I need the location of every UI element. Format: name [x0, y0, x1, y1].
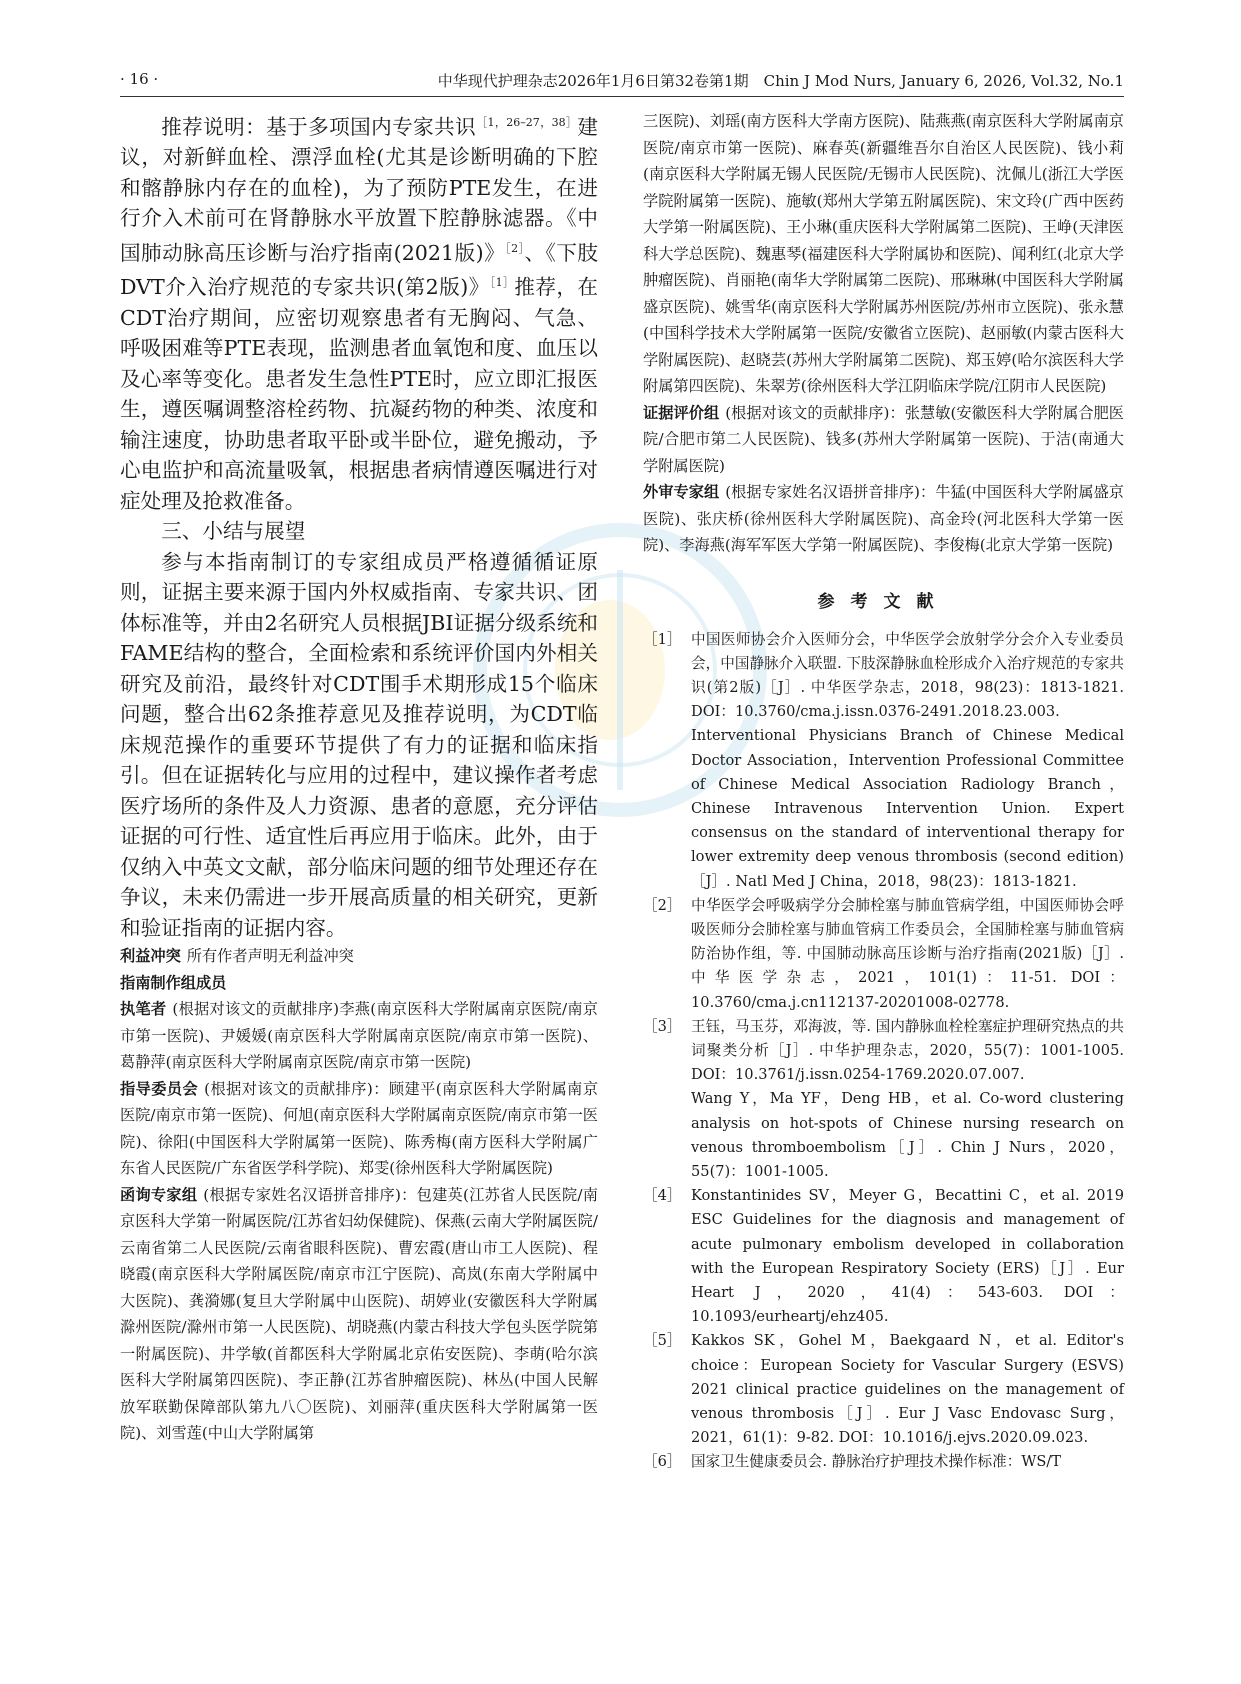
reference-text: [691, 628, 1124, 894]
running-header: [120, 66, 1124, 97]
references-heading: 参考文献: [817, 591, 950, 612]
right-column: [643, 108, 1124, 1475]
summary-paragraph: 参与本指南制订的专家组成员严格遵循循证原则，证据主要来源于国内外权威指南、专家共识、团体标准等，并由2名研究人员根据JBI证据分级系统和FAME结构的整合，全面检索和系统评价国内外相关研究及前沿，最终针对CDT围手术期形成15个临床问题，整合出62条推荐意见及推荐说明，为CDT临床规范操作的重要环节提供了有力的证据和临床指引。但在证据转化与应用的过程中，建议操作者考虑医疗场所的条件及人力资源、患者的意愿，充分评估证据的可行性、适宜性后再应用于临床。此外，由于仅纳入中英文文献，部分临床问题的细节处理还存在争议，未来仍需进一步开展高质量的相关研究，更新和验证指南的证据内容。: [120, 549, 598, 940]
reference-text: [691, 1329, 1124, 1450]
reference-text: [691, 1450, 1124, 1474]
reference-text: [691, 1015, 1124, 1184]
reference-number: ［6］: [643, 1453, 682, 1471]
reference-number: ［5］: [643, 1332, 682, 1350]
reference-text: [691, 894, 1124, 1015]
steering-committee: 指导委员会 (根据对该文的贡献排序)：顾建平(南京医科大学附属南京医院/南京市第一医院)、何旭(南京医科大学附属南京医院/南京市第一医院)、徐阳(中国医科大学附属第一医院)、陈秀梅(南方医科大学附属广东省人民医院/广东省医学科学院)、郑雯(徐州医科大学附属医院): [120, 1079, 599, 1178]
reference-number: ［3］: [643, 1017, 682, 1035]
reference-item: [643, 894, 1124, 1015]
evidence-group: 证据评价组 (根据对该文的贡献排序)：张慧敏(安徽医科大学附属合肥医院/合肥市第二人民医院)、钱多(苏州大学附属第一医院)、于洁(南通大学附属医院): [643, 403, 1124, 475]
left-column: [120, 108, 598, 1447]
reference-number: ［1］: [643, 630, 682, 648]
citation[interactable]: ［2］: [505, 241, 525, 255]
page-number: · 16 ·: [120, 70, 159, 88]
executors: 执笔者 (根据对该文的贡献排序)李燕(南京医科大学附属南京医院/南京市第一医院)、尹媛媛(南京医科大学附属南京医院/南京市第一医院)、葛静萍(南京医科大学附属南京医院/南京市第一医院): [120, 1000, 598, 1072]
reference-item: [643, 1329, 1124, 1450]
reference-item: [643, 628, 1124, 894]
reference-paragraph: Interventional Physicians Branch of Chinese Medical Doctor Association，Intervention Professional Committee of Chinese Medical Association Radiology Branch，Chinese Intravenous Intervention Union. Expert consensus on the standard of interventional therapy for lower extremity deep venous thrombosis (second edition)［J］. Natl Med J China，2018，98(23)：1813-1821.: [691, 727, 1124, 890]
reference-paragraph: 中华医学会呼吸病学分会肺栓塞与肺血管病学组，中国医师协会呼吸医师分会肺栓塞与肺血管病工作委员会，全国肺栓塞与肺血管病防治协作组，等. 中国肺动脉高压诊断与治疗指南(2021版)［J］. 中华医学杂志，2021，101(1)：11-51. DOI：10.3760/cma.j.cn112137-20201008-02778.: [691, 896, 1124, 1011]
reference-number: ［4］: [643, 1187, 682, 1205]
reference-paragraph: Kakkos SK，Gohel M，Baekgaard N，et al. Editor's choice：European Society for Vascular Surgery (ESVS) 2021 clinical practice guidelines on the management of venous thrombosis［J］. Eur J Vasc Endovasc Surg，2021，61(1)：9-82. DOI：10.1016/j.ejvs.2020.09.023.: [691, 1332, 1124, 1447]
reference-list: [643, 628, 1124, 1475]
reference-text: [691, 1184, 1124, 1329]
reference-number: ［2］: [643, 896, 682, 914]
citation[interactable]: ［1］: [489, 276, 515, 290]
recommendation-paragraph: 推荐说明：基于多项国内专家共识$^{[1,26-27,38]}$建议，对新鲜血栓、漂浮血栓(尤其是诊断明确的下腔和髂静脉内存在的血栓)，为了预防PTE发生，在进行介入术前可在肾静脉水平放置下腔静脉滤器。《中国肺动脉高压诊断与治疗指南(2021版)》$^{[2]}$、《下肢DVT介入治疗规范的专家共识(第2版)》$^{[1]}$推荐，在CDT治疗期间，应密切观察患者有无胸闷、气急、呼吸困难等PTE表现，监测患者血氧饱和度、血压以及心率等变化。患者发生急性PTE时，应立即汇报医生，遵医嘱调整溶栓药物、抗凝药物的种类、浓度和输注速度，协助患者取平卧或半卧位，避免搬动，予心电监护和高流量吸氧，根据患者病情遵医嘱进行对症处理及抢救准备。: [120, 114, 598, 513]
reference-paragraph: Wang Y，Ma YF，Deng HB，et al. Co-word clustering analysis on hot-spots of Chinese nursing research on venous thromboembolism［J］. Chin J Nurs，2020，55(7)：1001-1005.: [691, 1090, 1124, 1180]
reference-paragraph: 国家卫生健康委员会. 静脉治疗护理技术操作标准：WS/T: [691, 1453, 1061, 1471]
members-heading: 指南制作组成员: [120, 973, 227, 992]
reference-paragraph: 王钰，马玉芬，邓海波，等. 国内静脉血栓栓塞症护理研究热点的共词聚类分析［J］. 中华护理杂志，2020，55(7)：1001-1005. DOI：10.3761/j.issn.0254-1769.2020.07.007.: [691, 1017, 1124, 1084]
consultation-experts-continued: 三医院)、刘瑶(南方医科大学南方医院)、陆燕燕(南京医科大学附属南京医院/南京市第一医院)、麻春英(新疆维吾尔自治区人民医院)、钱小莉(南京医科大学附属无锡人民医院/无锡市人民医院)、沈佩儿(浙江大学医学院附属第一医院)、施敏(郑州大学第五附属医院)、宋文玲(广西中医药大学第一附属医院)、王小琳(重庆医科大学附属第二医院)、王峥(天津医科大学总医院)、魏惠琴(福建医科大学附属协和医院)、闻利红(北京大学肿瘤医院)、肖丽艳(南华大学附属第二医院)、邢琳琳(中国医科大学附属盛京医院)、姚雪华(南京医科大学附属苏州医院/苏州市立医院)、张永慧(中国科学技术大学附属第一医院/安徽省立医院)、赵丽敏(内蒙古医科大学附属医院)、赵晓芸(苏州大学附属第二医院)、郑玉婷(哈尔滨医科大学附属第四医院)、朱翠芳(徐州医科大学江阴临床学院/江阴市人民医院): [643, 112, 1124, 395]
conflict-statement: 利益冲突 所有作者声明无利益冲突: [120, 947, 354, 966]
consultation-experts: 函询专家组 (根据专家姓名汉语拼音排序)：包建英(江苏省人民医院/南京医科大学第一附属医院/江苏省妇幼保健院)、保燕(云南大学附属医院/云南省第二人民医院/云南省眼科医院)、曹宏霞(唐山市工人医院)、程晓霞(南京医科大学附属医院/南京市江宁医院)、高岚(东南大学附属中大医院)、龚漪娜(复旦大学附属中山医院)、胡婷业(安徽医科大学附属滁州医院/滁州市第一人民医院)、胡晓燕(内蒙古科技大学包头医学院第一附属医院)、井学敏(首都医科大学附属北京佑安医院)、李萌(哈尔滨医科大学附属第四医院)、李正静(江苏省肿瘤医院)、林丛(中国人民解放军联勤保障部队第九八〇医院)、刘丽萍(重庆医科大学附属第一医院)、刘雪莲(中山大学附属第: [120, 1185, 598, 1443]
reference-item: [643, 1450, 1124, 1474]
journal-citation: 中华现代护理杂志2026年1月6日第32卷第1期 Chin J Mod Nurs, January 6, 2026, Vol.32, No.1: [437, 72, 1124, 90]
reference-paragraph: 中国医师协会介入医师分会，中华医学会放射学分会介入专业委员会，中国静脉介入联盟. 下肢深静脉血栓形成介入治疗规范的专家共识(第2版)［J］. 中华医学杂志，2018，98(23)：1813-1821. DOI：10.3760/cma.j.issn.0376-2491.2018.23.003.: [691, 630, 1124, 721]
reference-item: [643, 1015, 1124, 1184]
citation[interactable]: ［1，26–27，38］: [476, 116, 578, 129]
section-heading: 三、小结与展望: [161, 519, 306, 544]
reference-item: [643, 1184, 1124, 1329]
external-review-group: 外审专家组 (根据专家姓名汉语拼音排序)：牛猛(中国医科大学附属盛京医院)、张庆桥(徐州医科大学附属医院)、高金玲(河北医科大学第一医院)、李海燕(海军军医大学第一附属医院)、李俊梅(北京大学第一医院): [643, 483, 1124, 554]
reference-paragraph: Konstantinides SV，Meyer G，Becattini C，et al. 2019 ESC Guidelines for the diagnosis and management of acute pulmonary embolism developed in collaboration with the European Respiratory Society (ERS)［J］. Eur Heart J，2020，41(4)：543-603. DOI：10.1093/eurheartj/ehz405.: [691, 1187, 1124, 1326]
